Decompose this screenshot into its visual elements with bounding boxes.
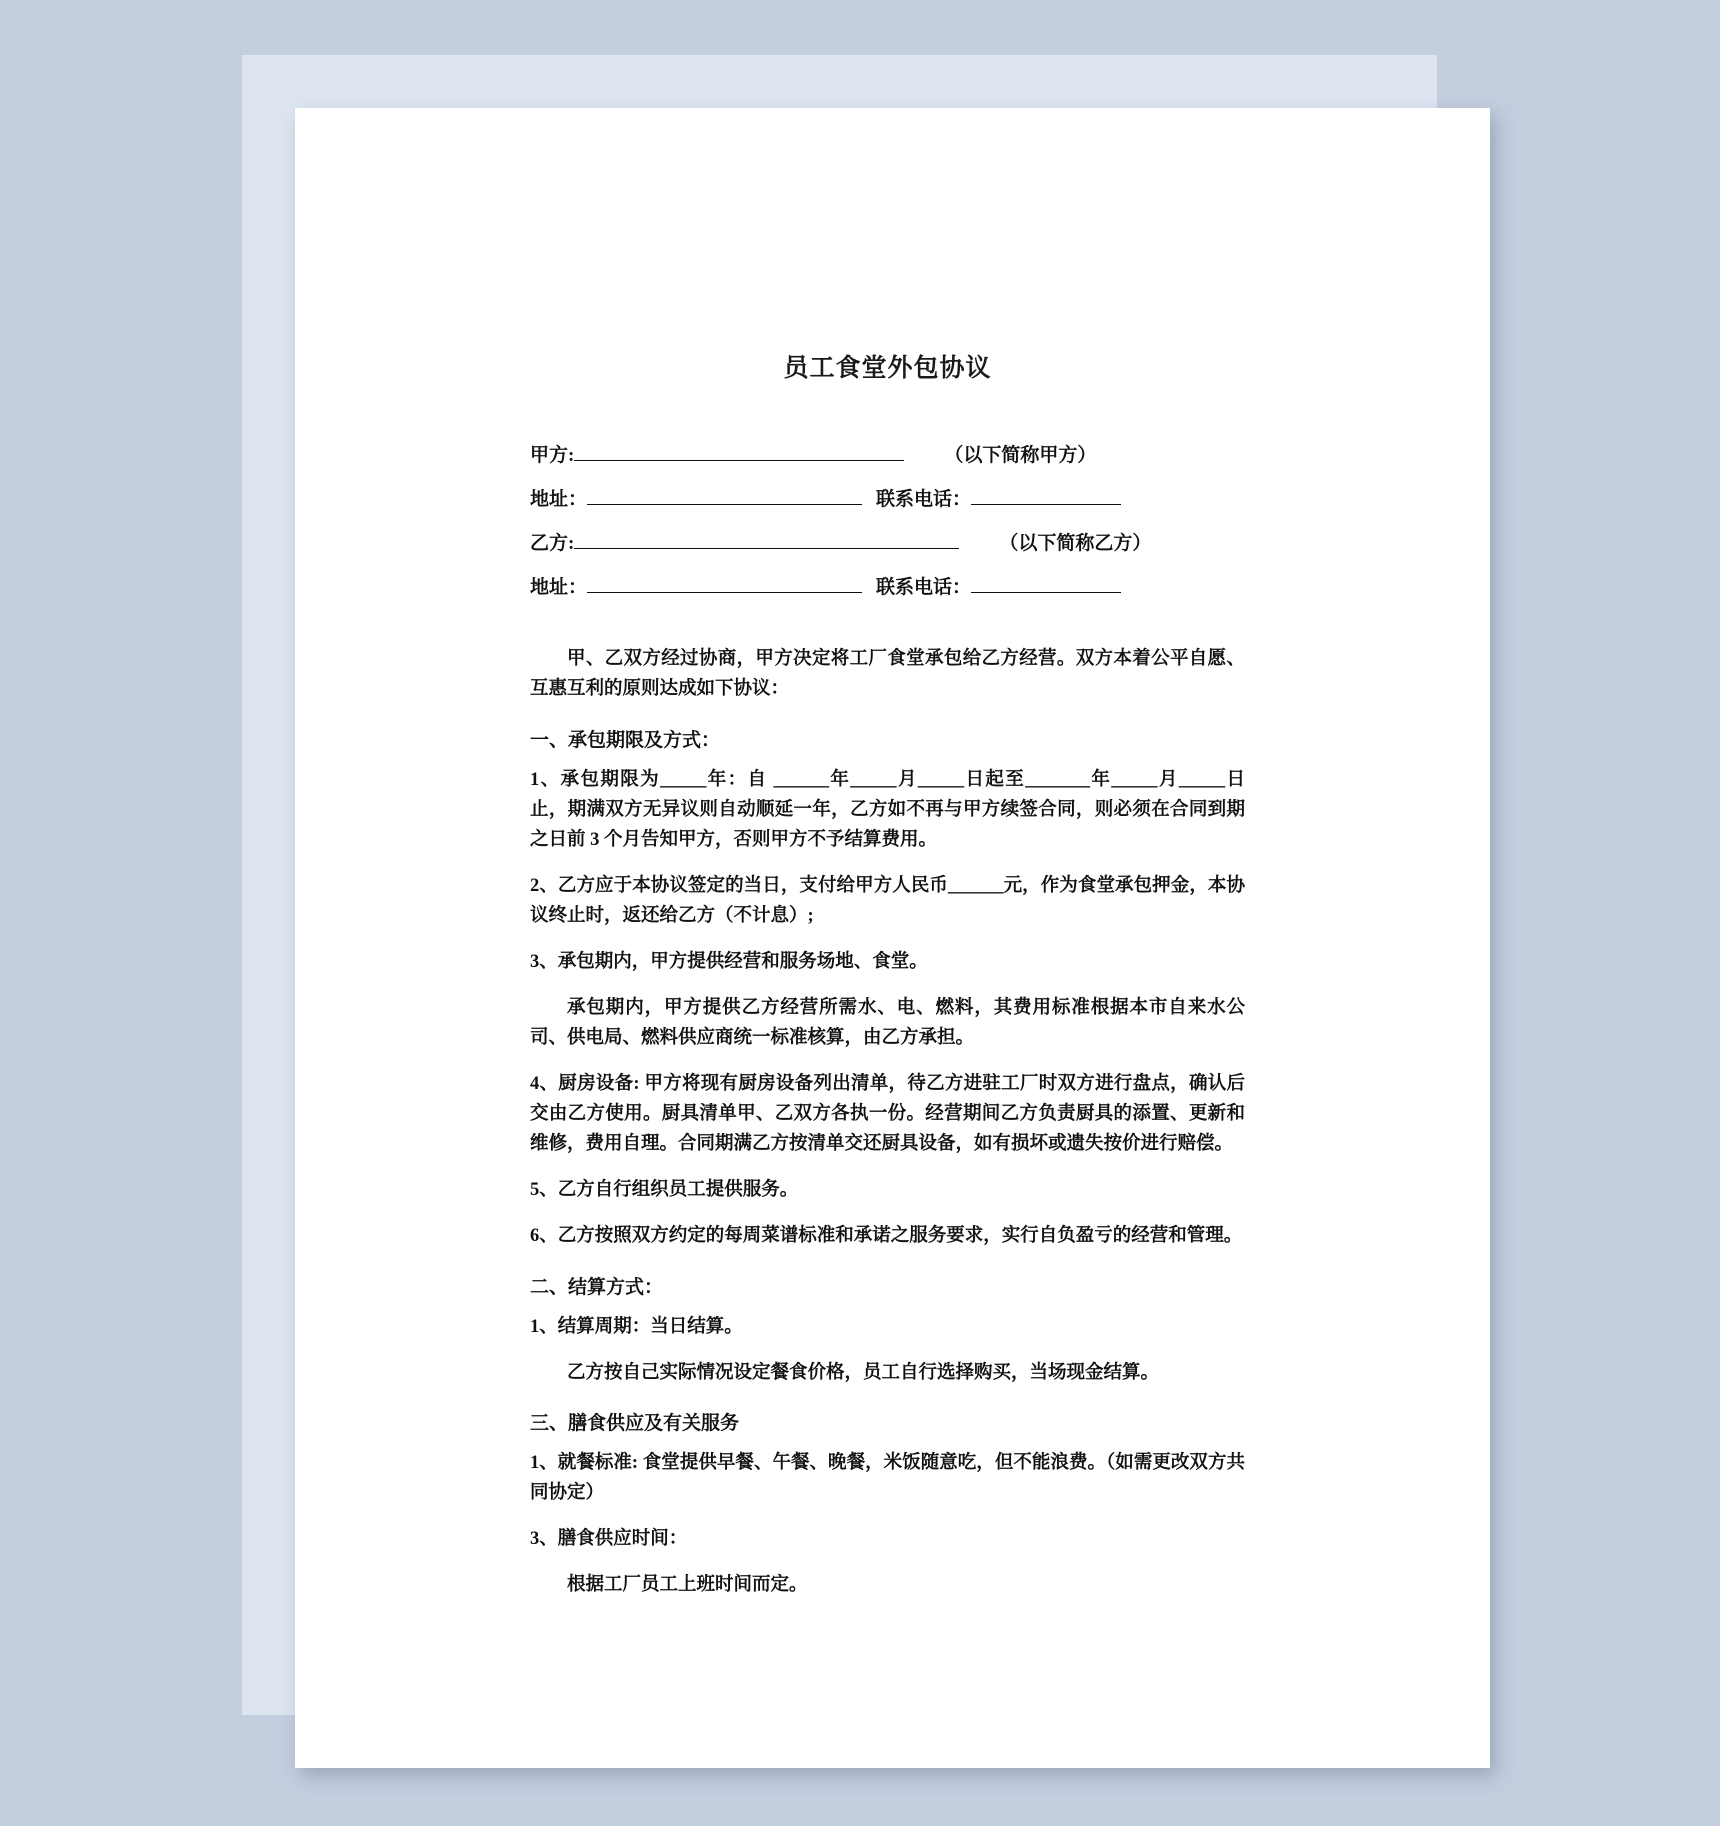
- section-1-paragraph-4: 承包期内，甲方提供乙方经营所需水、电、燃料，其费用标准根据本市自来水公司、供电局、燃料供应商统一标准核算，由乙方承担。: [530, 997, 1245, 1048]
- page-title: 员工食堂外包协议: [783, 355, 992, 382]
- party-a-name-blank[interactable]: [574, 443, 904, 461]
- party-a-address-label: 地址：: [530, 489, 588, 510]
- party-b-row: [530, 528, 1245, 555]
- party-a-address-blank[interactable]: [587, 487, 862, 505]
- party-a-phone-label: 联系电话：: [876, 489, 972, 510]
- party-b-label: 乙方:: [530, 533, 575, 554]
- party-b-suffix: （以下简称乙方）: [999, 533, 1152, 554]
- section-1-paragraph-5: 4、厨房设备: 甲方将现有厨房设备列出清单，待乙方进驻工厂时双方进行盘点，确认后交由乙方使用。厨具清单甲、乙双方各执一份。经营期间乙方负责厨具的添置、更新和维修，费用自理。合同期满乙方按清单交还厨具设备，如有损坏或遗失按价进行赔偿。: [530, 1073, 1245, 1154]
- section-3-paragraph-1: 1、就餐标准: 食堂提供早餐、午餐、晚餐，米饭随意吃，但不能浪费。（如需更改双方共同协定）: [530, 1453, 1245, 1504]
- section-1-paragraph-1: 1、承包期限为_____年：自 ______年_____月_____日起至_______年_____月_____日止，期满双方无异议则自动顺延一年，乙方如不再与甲方续签合同，则必须在合同到期之日前 3 个月告知甲方，否则甲方不予结算费用。: [530, 769, 1245, 850]
- party-a-phone-blank[interactable]: [971, 487, 1121, 505]
- party-b-phone-blank[interactable]: [971, 575, 1121, 593]
- party-b-name-blank[interactable]: [574, 531, 959, 549]
- section-1-paragraph-3: 3、承包期内，甲方提供经营和服务场地、食堂。: [530, 951, 928, 972]
- section-heading-3: 三、膳食供应及有关服务: [530, 1413, 740, 1435]
- section-3-paragraph-2: 3、膳食供应时间：: [530, 1529, 688, 1550]
- section-2-paragraph-1: 1、结算周期：当日结算。: [530, 1316, 743, 1337]
- section-1-paragraph-2: 2、乙方应于本协议签定的当日，支付给甲方人民币______元，作为食堂承包押金，本协议终止时，返还给乙方（不计息）;: [530, 875, 1245, 926]
- party-a-address-row: [530, 484, 1245, 511]
- section-2-paragraph-2: 乙方按自己实际情况设定餐食价格，员工自行选择购买，当场现金结算。: [567, 1362, 1160, 1383]
- intro-paragraph: 甲、乙双方经过协商，甲方决定将工厂食堂承包给乙方经营。双方本着公平自愿、互惠互利的原则达成如下协议：: [530, 649, 1245, 699]
- party-a-suffix: （以下简称甲方）: [944, 445, 1097, 466]
- section-1-paragraph-6: 5、乙方自行组织员工提供服务。: [530, 1179, 799, 1200]
- party-a-row: [530, 440, 1245, 467]
- party-b-address-row: [530, 572, 1245, 599]
- party-a-label: 甲方:: [530, 445, 575, 466]
- section-3-paragraph-3: 根据工厂员工上班时间而定。: [567, 1575, 808, 1596]
- document-page: [295, 108, 1490, 1768]
- section-1-paragraph-7: 6、乙方按照双方约定的每周菜谱标准和承诺之服务要求，实行自负盈亏的经营和管理。: [530, 1225, 1243, 1246]
- party-b-address-blank[interactable]: [587, 575, 862, 593]
- party-info-block: [530, 440, 1245, 599]
- section-heading-2: 二、结算方式：: [530, 1276, 664, 1298]
- party-b-address-label: 地址：: [530, 577, 588, 598]
- document-content: [530, 348, 1245, 1617]
- party-b-phone-label: 联系电话：: [876, 577, 972, 598]
- section-heading-1: 一、承包期限及方式：: [530, 729, 721, 751]
